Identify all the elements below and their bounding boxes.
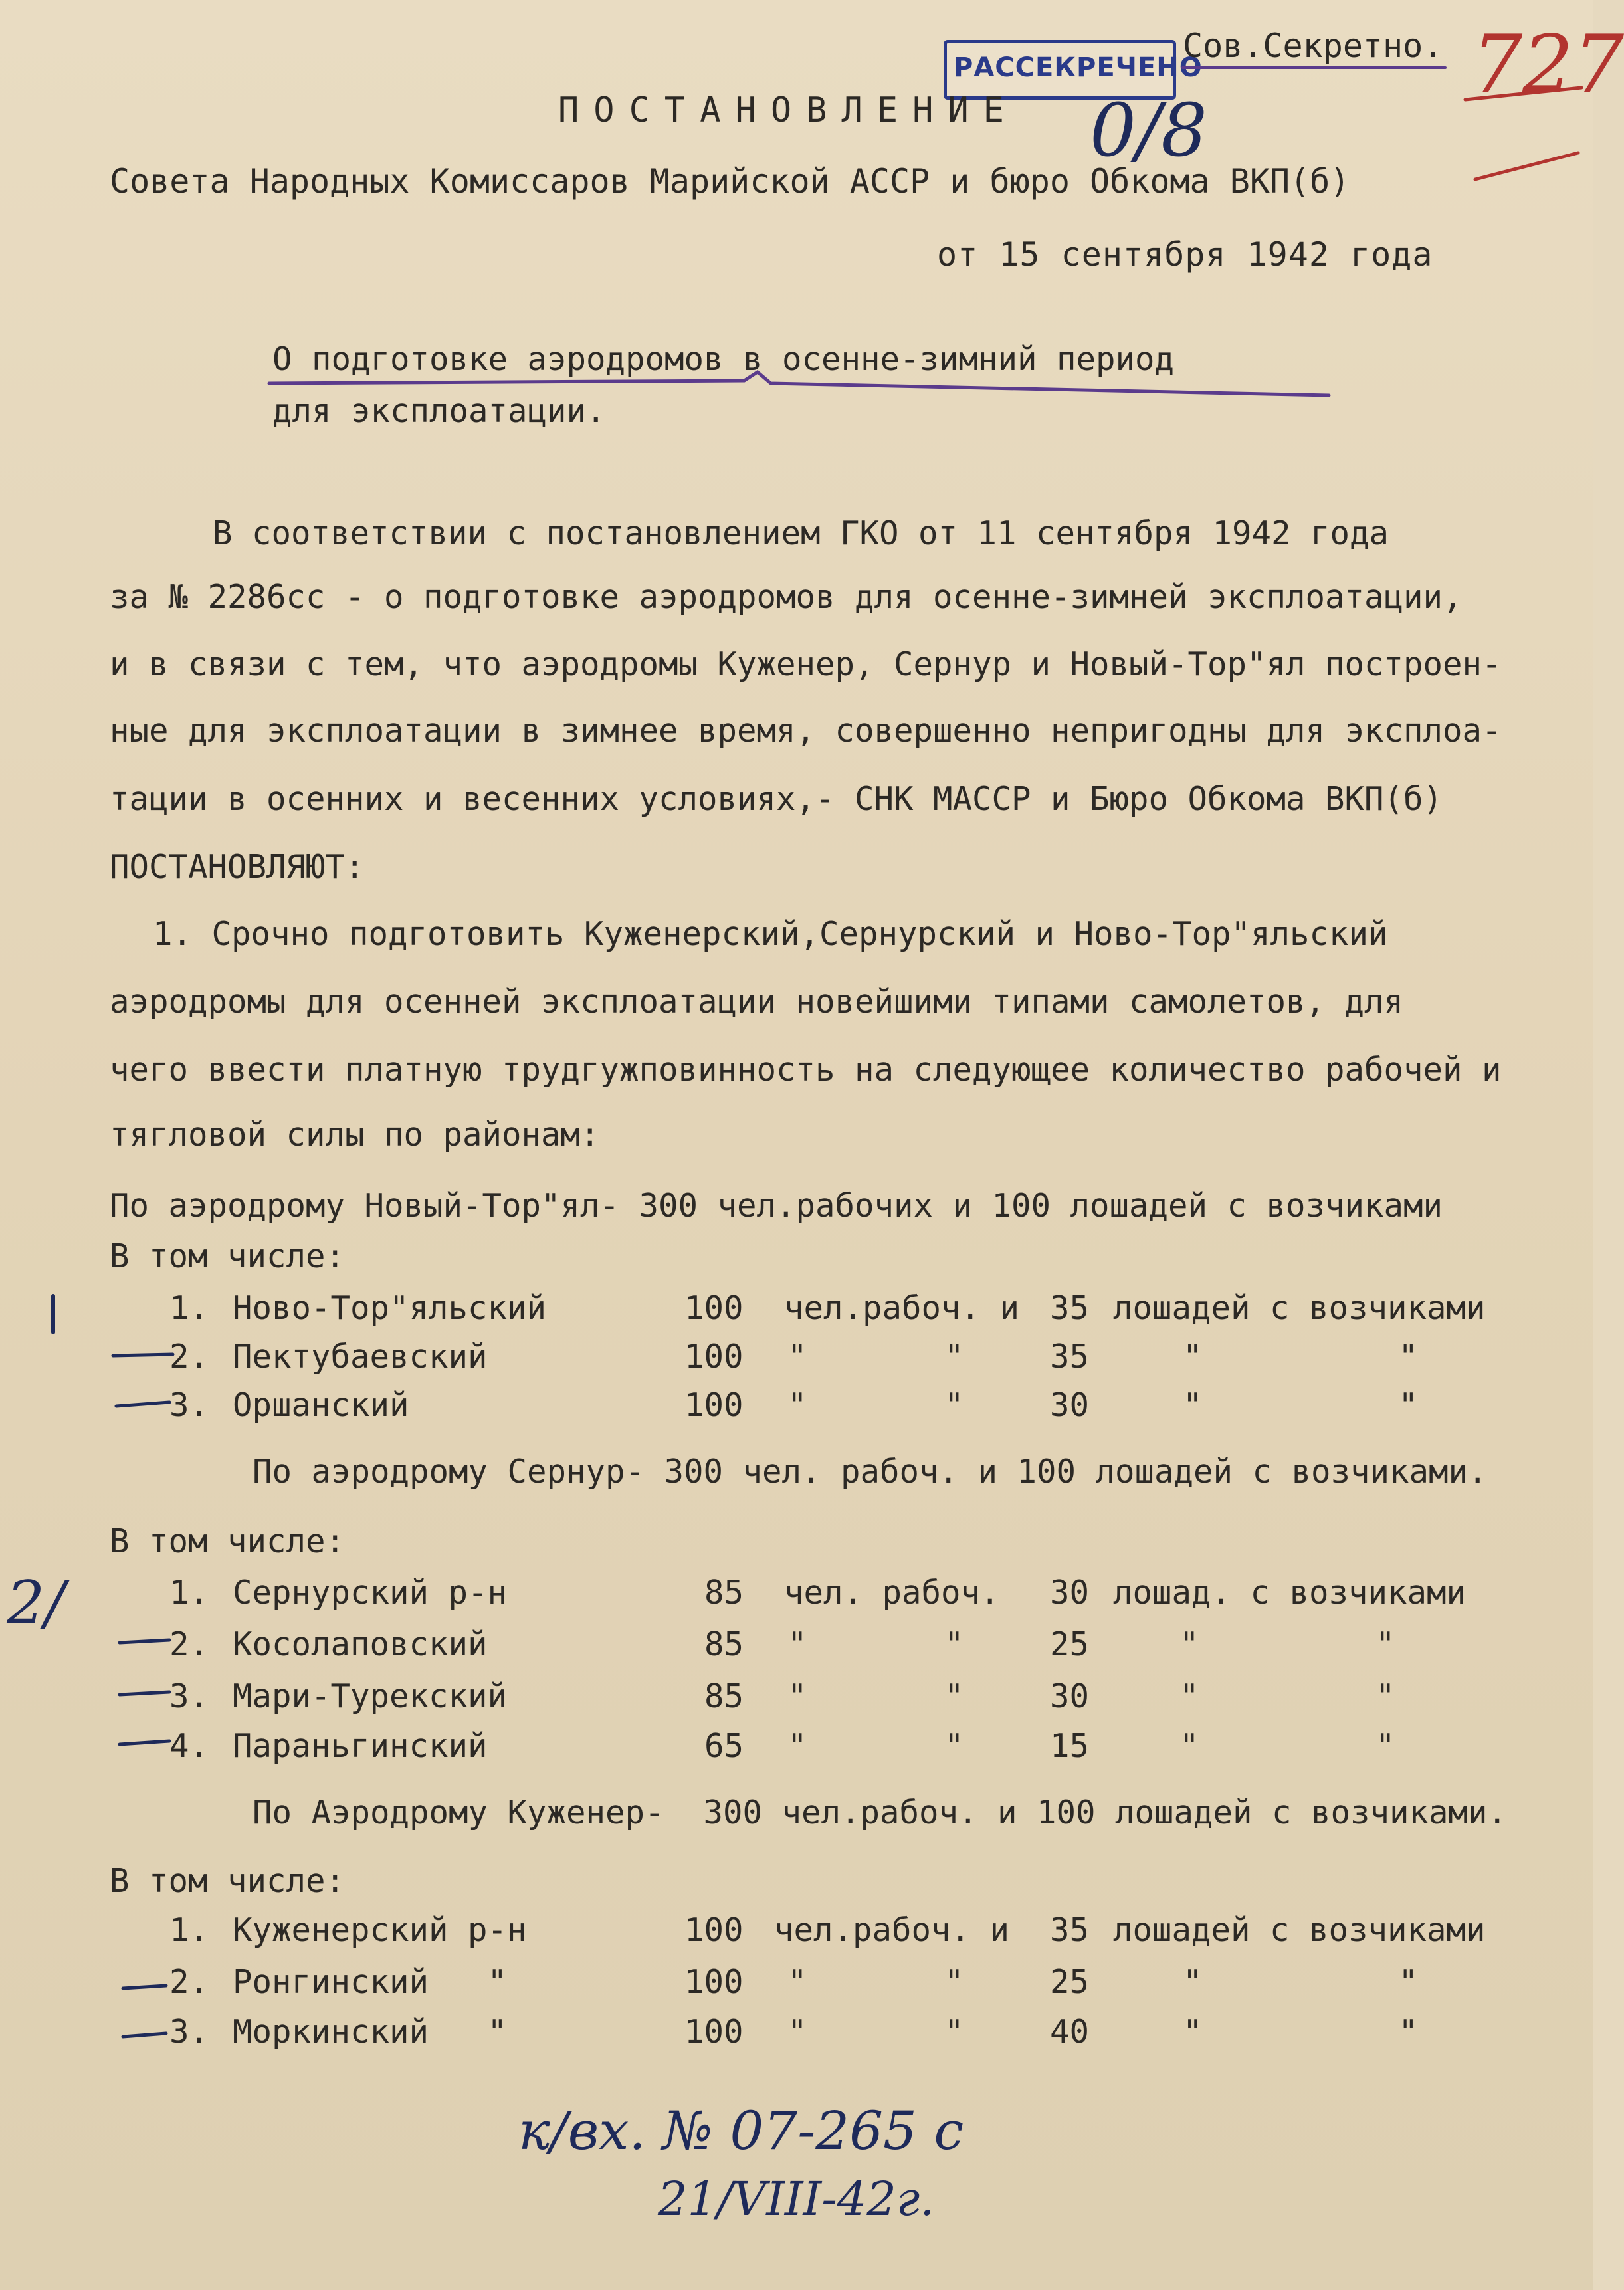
point1-line-1: 1. Срочно подготовить Куженерский,Сернурский и Ново-Тор"яльский: [153, 915, 1388, 953]
row-workers-unit: " ": [787, 1677, 964, 1715]
row-workers-unit: чел. рабоч.: [784, 1574, 1000, 1612]
row-district: Мари-Турекский: [233, 1677, 508, 1715]
classification-underline: [1183, 64, 1462, 72]
airfield-2-heading: По аэродрому Сернур- 300 чел. рабоч. и 100 лошадей с возчиками.: [253, 1453, 1488, 1491]
row-district: Косолаповский: [233, 1625, 488, 1663]
document-issuer: Совета Народных Комиссаров Марийской АССР и бюро Обкома ВКП(б): [110, 162, 1350, 201]
row-number: 2.: [169, 1338, 209, 1376]
row-district: Куженерский р-н: [233, 1911, 527, 1949]
row-horses: 30: [1050, 1386, 1090, 1424]
row-horses: 30: [1050, 1677, 1090, 1715]
row-workers-unit: чел.рабоч. и: [784, 1289, 1020, 1327]
row-number: 1.: [169, 1911, 209, 1949]
row-horses: 25: [1050, 1625, 1090, 1663]
airfield-3-heading: По Аэродрому Куженер- 300 чел.рабоч. и 100 лошадей с возчиками.: [253, 1794, 1508, 1831]
handwritten-registration-2: 21/VIII-42г.: [658, 2172, 935, 2226]
row-workers: 100: [684, 1911, 744, 1949]
row-number: 4.: [169, 1727, 209, 1765]
row-workers: 100: [684, 1338, 744, 1376]
row-horses: 40: [1050, 2013, 1090, 2051]
row-horses-unit: " ": [1183, 2013, 1419, 2051]
body-line-6: ПОСТАНОВЛЯЮТ:: [110, 848, 365, 886]
body-line-3: и в связи с тем, что аэродромы Куженер, Сернур и Новый-Тор"ял построен-: [110, 645, 1502, 683]
row-horses-unit: " ": [1179, 1625, 1395, 1663]
row-workers-unit: " ": [787, 1963, 964, 2001]
row-workers-unit: " ": [787, 1338, 964, 1376]
subject-underline: [266, 369, 1342, 402]
row-workers: 100: [684, 1289, 744, 1327]
row-district: Пектубаевский: [233, 1338, 488, 1376]
point1-line-4: тягловой силы по районам:: [110, 1116, 600, 1154]
row-workers: 100: [684, 1386, 744, 1424]
row-workers: 100: [684, 2013, 744, 2051]
row-number: 3.: [169, 2013, 209, 2051]
row-horses-unit: " ": [1179, 1677, 1395, 1715]
body-line-1: В соответствии с постановлением ГКО от 11 сентября 1942 года: [213, 514, 1389, 552]
row-workers-unit: " ": [787, 2013, 964, 2051]
document-title: ПОСТАНОВЛЕНИЕ: [558, 90, 1019, 130]
row-workers-unit: " ": [787, 1727, 964, 1765]
body-line-2: за № 2286сс - о подготовке аэродромов для осенне-зимней эксплоатации,: [110, 578, 1463, 616]
row-number: 1.: [169, 1289, 209, 1327]
classification-label: Сов.Секретно.: [1183, 27, 1443, 65]
row-district: Сернурский р-н: [233, 1574, 508, 1612]
airfield-1-heading: По аэродрому Новый-Тор"ял- 300 чел.рабочих и 100 лошадей с возчиками: [110, 1187, 1443, 1225]
row-horses: 30: [1050, 1574, 1090, 1612]
archive-number-strokes: [1462, 80, 1588, 186]
margin-check-marks: [33, 1276, 179, 2073]
airfield-3-sub: В том числе:: [110, 1862, 346, 1900]
row-number: 2.: [169, 1625, 209, 1663]
row-horses-unit: лошадей с возчиками: [1113, 1289, 1486, 1327]
row-workers: 85: [704, 1625, 744, 1663]
row-number: 3.: [169, 1677, 209, 1715]
row-district: Параньгинский: [233, 1727, 488, 1765]
handwritten-registration-1: к/вх. № 07-265 с: [518, 2100, 964, 2162]
row-horses-unit: " ": [1183, 1386, 1419, 1424]
row-horses: 15: [1050, 1727, 1090, 1765]
row-workers: 65: [704, 1727, 744, 1765]
row-horses-unit: " ": [1183, 1338, 1419, 1376]
row-horses-unit: лошад. с возчиками: [1113, 1574, 1467, 1612]
point1-line-2: аэродромы для осенней эксплоатации новейшими типами самолетов, для: [110, 983, 1404, 1021]
row-horses: 35: [1050, 1338, 1090, 1376]
row-horses: 35: [1050, 1289, 1090, 1327]
point1-line-3: чего ввести платную трудгужповинность на следующее количество рабочей и: [110, 1051, 1502, 1089]
row-workers: 85: [704, 1574, 744, 1612]
row-horses: 35: [1050, 1911, 1090, 1949]
row-number: 1.: [169, 1574, 209, 1612]
row-district: Моркинский ": [233, 2013, 508, 2051]
row-workers: 100: [684, 1963, 744, 2001]
row-horses-unit: лошадей с возчиками: [1113, 1911, 1486, 1949]
row-workers: 85: [704, 1677, 744, 1715]
document-date: от 15 сентября 1942 года: [937, 235, 1433, 274]
airfield-1-sub: В том числе:: [110, 1237, 346, 1275]
row-workers-unit: чел.рабоч. и: [774, 1911, 1010, 1949]
subject-line-2: для эксплоатации.: [272, 392, 606, 430]
body-line-4: ные для эксплоатации в зимнее время, совершенно непригодны для эксплоа-: [110, 712, 1502, 750]
row-number: 2.: [169, 1963, 209, 2001]
row-workers-unit: " ": [787, 1625, 964, 1663]
airfield-2-sub: В том числе:: [110, 1522, 346, 1560]
row-horses-unit: " ": [1183, 1963, 1419, 2001]
row-district: Оршанский: [233, 1386, 409, 1424]
row-district: Ново-Тор"яльский: [233, 1289, 547, 1327]
row-horses-unit: " ": [1179, 1727, 1395, 1765]
row-number: 3.: [169, 1386, 209, 1424]
declassified-stamp-text: РАССЕКРЕЧЕНО: [954, 52, 1203, 83]
row-workers-unit: " ": [787, 1386, 964, 1424]
row-district: Ронгинский ": [233, 1963, 508, 2001]
handwritten-margin-mark: 2/: [7, 1568, 65, 1638]
archive-number: 727: [1472, 19, 1624, 111]
row-horses: 25: [1050, 1963, 1090, 2001]
subject-line-1: О подготовке аэродромов в осенне-зимний период: [272, 340, 1175, 378]
body-line-5: тации в осенних и весенних условиях,- СНК МАССР и Бюро Обкома ВКП(б): [110, 780, 1443, 818]
handwritten-top-mark: 0/8: [1090, 88, 1208, 173]
